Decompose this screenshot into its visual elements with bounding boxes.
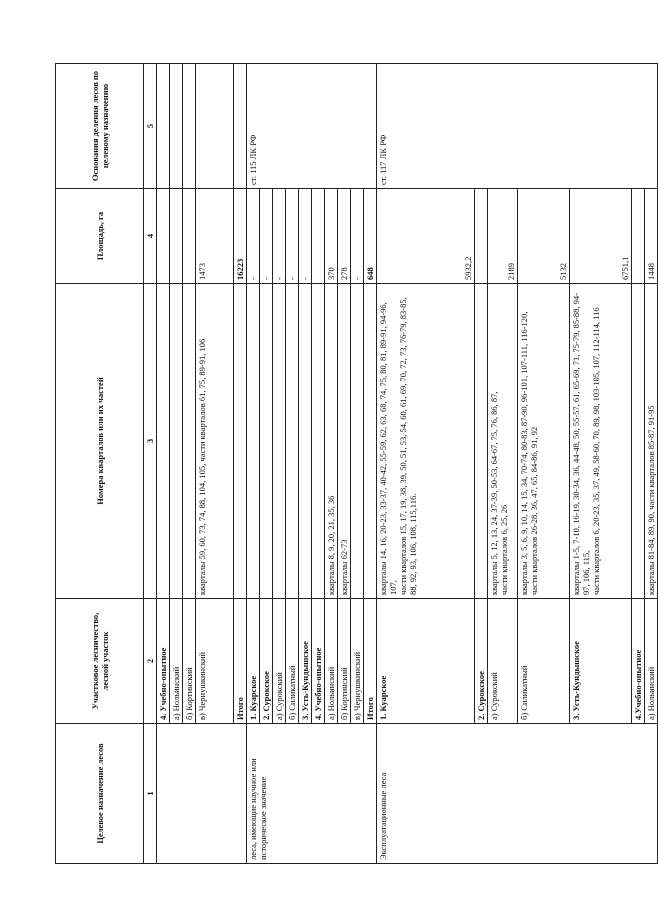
header-area: Площадь, га [56, 189, 144, 284]
basis-article-117: ст. 117 ЛК РФ [377, 64, 658, 189]
area-value: - [286, 189, 299, 284]
forest-purpose-table [55, 63, 658, 864]
forestry-name: б) Кортинский [338, 599, 351, 724]
forestry-name: а) Нольинский [325, 599, 338, 724]
quarter-numbers: кварталы 1-5, 7-10, 16-19, 30-34, 36, 44-48, 50, 55-57, 61, 65-69, 71, 75-79, 85-88, 94-97, 106, 115, части кварталов 6, 20-23, 35, 37, 49, 58-60, 70, 89, 98, 103-105, 107, 112-114, 116 [570, 284, 632, 599]
forestry-name: в) Чернушкинский [196, 599, 234, 724]
forestry-name: а) Нольинский [645, 599, 658, 724]
quarter-numbers: кварталы 3, 5, 6, 9, 10, 14, 15, 34, 70-74, 80-83, 87-90, 96-101, 107-111, 116-120, части кварталов 26-28, 36, 47, 65, 84-86, 91, 92 [518, 284, 570, 599]
header-basis: Основания деления лесов по целевому назначению [56, 64, 144, 189]
total-label: Итого [364, 599, 377, 724]
forestry-name: а) Сурокский [488, 599, 518, 724]
quarter-numbers: кварталы 81-84, 89, 90, части кварталов 85-87, 91-95 [645, 284, 658, 599]
column-number: 2 [144, 599, 157, 724]
forestry-name: в) Чернушкинский [351, 599, 364, 724]
area-value: 5132 [518, 189, 570, 284]
column-number: 1 [144, 724, 157, 864]
area-value: 6751,1 [570, 189, 632, 284]
area-value: 2189 [488, 189, 518, 284]
area-value: 1473 [196, 189, 234, 284]
quarter-numbers: кварталы 8, 9, 20, 21, 35, 36 [325, 284, 338, 599]
quarter-numbers: кварталы 14, 16, 20-23, 33-37, 40-42, 55-59, 62, 63, 68, 74, 75, 80, 81, 89-91, 94-96, 107, части кварталов 15, 17, 19, 38, 39, 50, 51, 53, 54, 60, 61, 69, 70, 72, 73, 76-79, 83-85, 88, 92, 93, 106, 108, 115,116. [377, 284, 475, 599]
total-label: Итого [234, 599, 247, 724]
area-value: - [260, 189, 273, 284]
forestry-name: 1. Куарское [377, 599, 475, 724]
header-quarters: Номера кварталов или их частей [56, 284, 144, 599]
header-purpose: Целевое назначение лесов [56, 724, 144, 864]
forestry-name: 1. Куарское [247, 599, 260, 724]
column-number: 3 [144, 284, 157, 599]
forestry-name: а) Сурокский [273, 599, 286, 724]
forestry-name: 4. Учебно-опытное [157, 599, 170, 724]
column-number: 5 [144, 64, 157, 189]
forestry-name: 2. Сурокское [260, 599, 273, 724]
area-value: - [299, 189, 312, 284]
forestry-name: 3. Усть-Кундышское [299, 599, 312, 724]
forestry-name: а) Нольинский [170, 599, 183, 724]
total-area: 648 [364, 189, 377, 284]
forestry-name: б) Силикатный [518, 599, 570, 724]
forestry-name: 4.Учебно-опытное [632, 599, 645, 724]
basis-article-115: ст. 115 ЛК РФ [247, 64, 377, 189]
purpose-exploitation: Эксплуатационные леса [377, 724, 658, 864]
purpose-scientific: леса, имеющие научное или историческое значение [247, 724, 377, 864]
area-value: - [351, 189, 364, 284]
area-value: 370 [325, 189, 338, 284]
column-number: 4 [144, 189, 157, 284]
forestry-name: 2. Сурокское [475, 599, 488, 724]
area-value: - [273, 189, 286, 284]
area-value: 5932,2 [377, 189, 475, 284]
header-forestry: Участковое лесничество, лесной участок [56, 599, 144, 724]
purpose-cell-empty [157, 724, 247, 864]
area-value: 1448 [645, 189, 658, 284]
forestry-name: 4. Учебно-опытное [312, 599, 325, 724]
forestry-name: 3. Усть-Кундышское [570, 599, 632, 724]
area-value: - [247, 189, 260, 284]
forestry-name: б) Кортинский [183, 599, 196, 724]
forestry-name: б) Силикатный [286, 599, 299, 724]
total-area: 16223 [234, 189, 247, 284]
area-value: 278 [338, 189, 351, 284]
quarter-numbers: кварталы 59, 60, 73, 74, 88, 104, 105, части кварталов 61, 75, 89-91, 106 [196, 284, 234, 599]
quarter-numbers: кварталы 5, 12, 13, 24, 37-39, 50-53, 64-67, 75, 76, 86, 87, части кварталов 6, 25, 26 [488, 284, 518, 599]
quarter-numbers: кварталы 62-73 [338, 284, 351, 599]
